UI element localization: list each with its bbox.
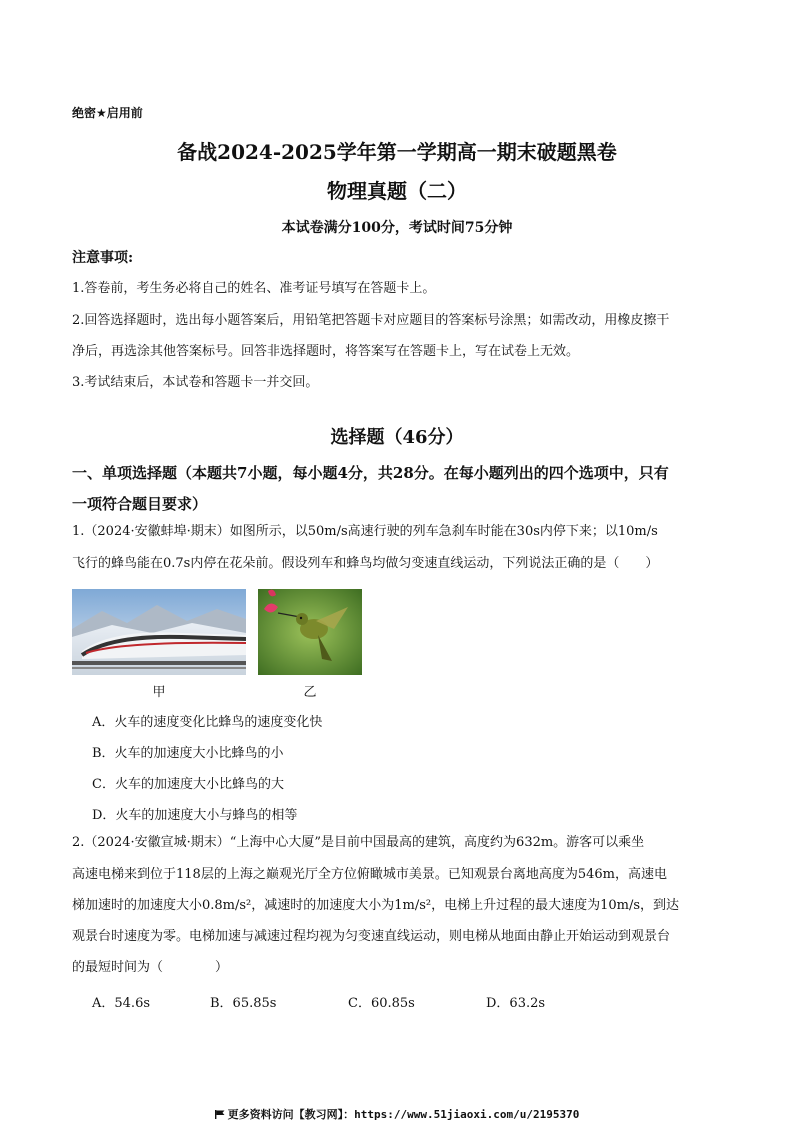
footer-link[interactable]: 更多资料访问【教习网】：https://www.51jiaoxi.com/u/2195370 [227, 1108, 580, 1121]
q1-option-d: D．火车的加速度大小与蜂鸟的相等 [92, 808, 298, 823]
part-heading-line1: 一、单项选择题（本题共7小题，每小题4分，共28分。在每小题列出的四个选项中，只有 [72, 464, 669, 482]
flag-icon [215, 1110, 225, 1119]
part-heading-line2: 一项符合题目要求） [72, 495, 208, 513]
q2-option-d: D．63.2s [486, 996, 546, 1011]
q1-option-b: B．火车的加速度大小比蜂鸟的小 [92, 746, 284, 761]
exam-subtitle: 物理真题（二） [327, 179, 467, 203]
q2-option-a: A．54.6s [92, 996, 151, 1011]
q1-option-c: C．火车的加速度大小比蜂鸟的大 [92, 777, 284, 792]
q2-stem-line4: 观景台时速度为零。电梯加速与减速过程均视为匀变速直线运动，则电梯从地面由静止开始运动到观景台 [72, 929, 671, 944]
secret-label: 绝密★启用前 [72, 106, 143, 120]
caption-jia: 甲 [152, 685, 166, 700]
caption-yi: 乙 [303, 685, 317, 700]
q2-option-c: C．60.85s [348, 996, 415, 1011]
train-image [72, 589, 246, 675]
q1-option-a: A．火车的速度变化比蜂鸟的速度变化快 [92, 715, 323, 730]
notice-item-1: 1.答卷前，考生务必将自己的姓名、准考证号填写在答题卡上。 [72, 281, 436, 296]
notice-item-3: 3.考试结束后，本试卷和答题卡一并交回。 [72, 375, 319, 390]
exam-title: 备战2024-2025学年第一学期高一期末破题黑卷 [177, 140, 617, 164]
notice-item-2-line1: 2.回答选择题时，选出每小题答案后，用铅笔把答题卡对应题目的答案标号涂黑；如需改动，用橡皮擦干 [72, 313, 670, 328]
q2-stem-line1: 2.（2024·安徽宣城·期末）“上海中心大厦”是目前中国最高的建筑，高度约为632m。游客可以乘坐 [72, 835, 645, 850]
q1-stem-line2: 飞行的蜂鸟能在0.7s内停在花朵前。假设列车和蜂鸟均做匀变速直线运动，下列说法正确的是（ ） [72, 556, 659, 571]
notice-item-2-line2: 净后，再选涂其他答案标号。回答非选择题时，将答案写在答题卡上，写在试卷上无效。 [72, 344, 580, 359]
hummingbird-image [258, 589, 362, 675]
q2-stem-line5: 的最短时间为（ ） [72, 960, 229, 975]
notice-heading: 注意事项: [72, 250, 134, 266]
exam-info: 本试卷满分100分，考试时间75分钟 [281, 220, 513, 236]
q2-option-b: B．65.85s [210, 996, 277, 1011]
q2-stem-line3: 梯加速时的加速度大小0.8m/s²，减速时的加速度大小为1m/s²，电梯上升过程的最大速度为10m/s，到达 [72, 898, 680, 913]
footer [0, 1106, 794, 1122]
section-title: 选择题（46分） [330, 427, 464, 448]
q2-stem-line2: 高速电梯来到位于118层的上海之巅观光厅全方位俯瞰城市美景。已知观景台离地高度为546m，高速电 [72, 867, 667, 882]
q1-stem-line1: 1.（2024·安徽蚌埠·期末）如图所示，以50m/s高速行驶的列车急刹车时能在30s内停下来；以10m/s [72, 524, 658, 539]
